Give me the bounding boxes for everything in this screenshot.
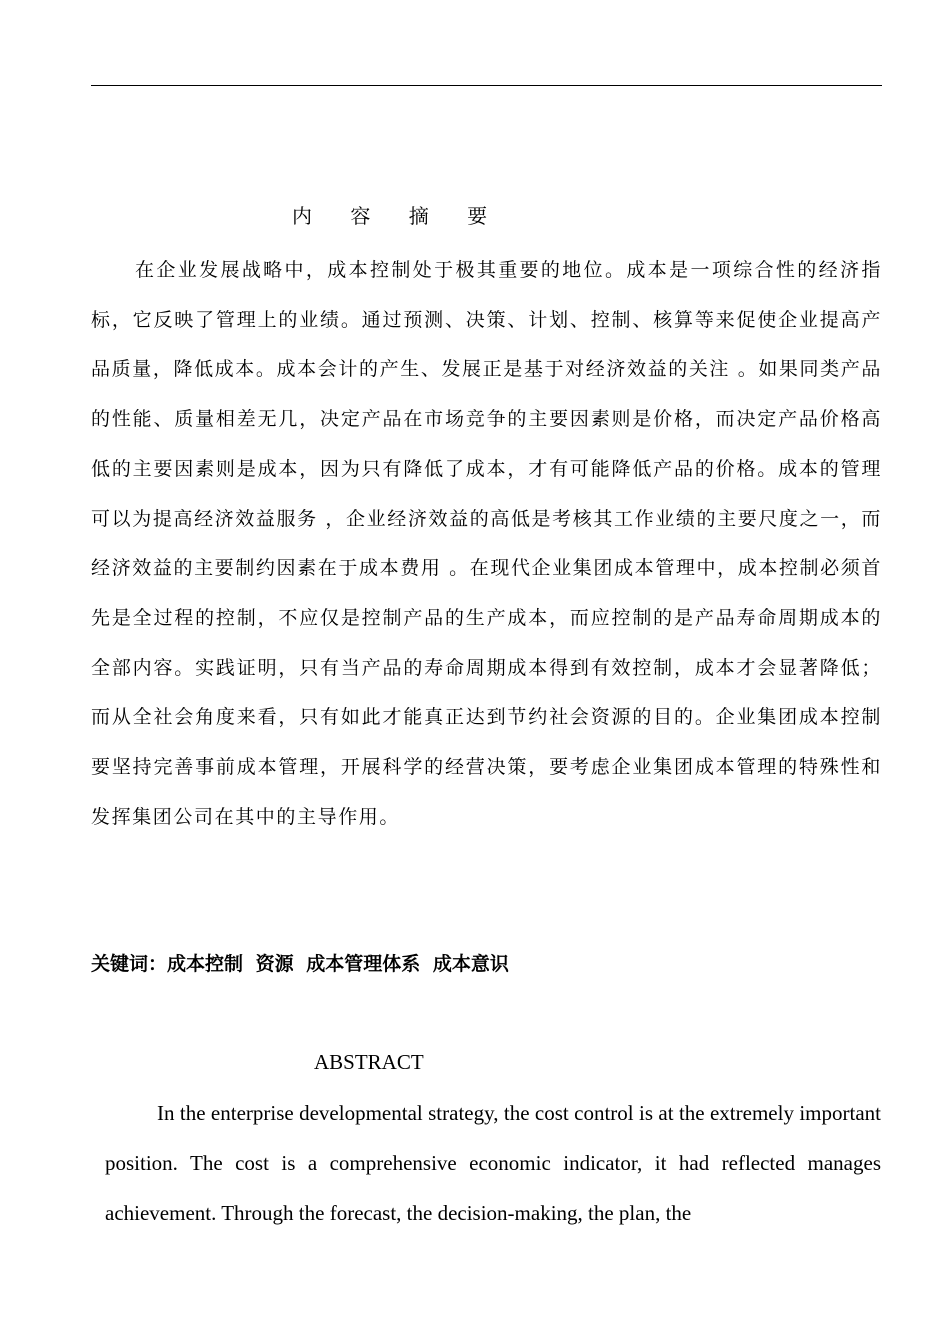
english-abstract-title: ABSTRACT xyxy=(314,1050,424,1074)
chinese-abstract-body: 在企业发展战略中，成本控制处于极其重要的地位。成本是一项综合性的经济指标，它反映了管理上的业绩。通过预测、决策、计划、控制、核算等来促使企业提高产品质量，降低成本。成本会计的产生、发展正是基于对经济效益的关注 。如果同类产品的性能、质量相差无几，决定产品在市场竞争的主要因素则是价格，而决定产品价格高低的主要因素则是成本，因为只有降低了成本，才有可能降低产品的价格。成本的管理可以为提高经济效益服务 ，企业经济效益的高低是考核其工作业绩的主要尺度之一，而经济效益的主要制约因素在于成本费用 。在现代企业集团成本管理中，成本控制必须首先是全过程的控制，不应仅是控制产品的生产成本，而应控制的是产品寿命周期成本的全部内容。实践证明，只有当产品的寿命周期成本得到有效控制，成本才会显著降低；而从全社会角度来看，只有如此才能真正达到节约社会资源的目的。企业集团成本控制要坚持完善事前成本管理，开展科学的经营决策，要考虑企业集团成本管理的特殊性和发挥集团公司在其中的主导作用。 xyxy=(91,259,882,828)
english-abstract-body: In the enterprise developmental strategy, the cost control is at the extremely important position. The cost is a comprehensive economic indicator, it had reflected manages achievement. Through the forecast, the decision-making, the plan, the xyxy=(105,1101,881,1225)
keywords-line: 关键词：成本控制 资源 成本管理体系 成本意识 xyxy=(91,953,509,975)
chinese-abstract-title: 内 容 摘 要 xyxy=(292,204,504,228)
header-rule xyxy=(91,85,882,86)
